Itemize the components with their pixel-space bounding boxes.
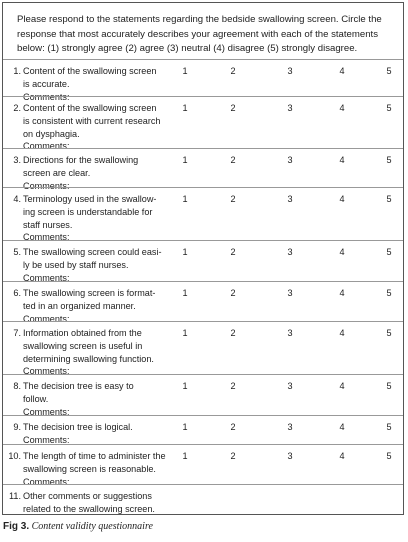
scale-option-2[interactable]: 2 [230, 103, 236, 113]
figure-title: Content validity questionnaire [31, 521, 153, 532]
scale-option-3[interactable]: 3 [287, 451, 293, 461]
scale-option-3[interactable]: 3 [287, 328, 293, 338]
scale-option-4[interactable]: 4 [339, 155, 345, 165]
scale-option-4[interactable]: 4 [339, 381, 345, 391]
scale-option-2[interactable]: 2 [230, 288, 236, 298]
questionnaire-frame [2, 2, 404, 515]
scale-option-1[interactable]: 1 [182, 288, 188, 298]
scale-option-5[interactable]: 5 [386, 328, 392, 338]
question-number: 2. [13, 103, 21, 113]
question-text: The swallowing screen is format- ted in an organized manner. Comments: [23, 288, 156, 324]
scale-option-4[interactable]: 4 [339, 194, 345, 204]
question-item-2 [3, 96, 403, 152]
scale-option-4[interactable]: 4 [339, 103, 345, 113]
question-text: Content of the swallowing screen is consistent with current research on dysphagia. Comments: [23, 103, 161, 152]
question-text: The decision tree is logical. Comments: [23, 422, 133, 445]
scale-option-5[interactable]: 5 [386, 451, 392, 461]
scale-option-3[interactable]: 3 [287, 422, 293, 432]
scale-option-4[interactable]: 4 [339, 328, 345, 338]
scale-option-5[interactable]: 5 [386, 66, 392, 76]
scale-option-2[interactable]: 2 [230, 381, 236, 391]
question-item-4 [3, 187, 403, 242]
question-number: 3. [13, 155, 21, 165]
question-text: Directions for the swallowing screen are clear. Comments: [23, 155, 139, 191]
scale-option-3[interactable]: 3 [287, 66, 293, 76]
question-item-9 [3, 415, 403, 445]
question-text: Other comments or suggestions related to the swallowing screen. [23, 491, 155, 514]
scale-option-1[interactable]: 1 [182, 155, 188, 165]
scale-option-2[interactable]: 2 [230, 328, 236, 338]
question-number: 7. [13, 328, 21, 338]
scale-option-5[interactable]: 5 [386, 381, 392, 391]
question-number: 10. [8, 451, 21, 461]
question-text: Terminology used in the swallow- ing screen is understandable for staff nurses. Comments: [23, 194, 157, 243]
scale-option-4[interactable]: 4 [339, 451, 345, 461]
scale-option-4[interactable]: 4 [339, 66, 345, 76]
question-item-6 [3, 281, 403, 324]
scale-option-5[interactable]: 5 [386, 103, 392, 113]
instructions-text: Please respond to the statements regarding the bedside swallowing screen. Circle the response that most accurately describes your agreement with each of the statements below: (1) strongly agree (2) agree (3) neutral (4) disagree (5) strongly disagree. [17, 14, 382, 55]
scale-option-3[interactable]: 3 [287, 288, 293, 298]
scale-option-4[interactable]: 4 [339, 247, 345, 257]
question-item-1 [3, 59, 403, 102]
scale-option-1[interactable]: 1 [182, 381, 188, 391]
scale-option-1[interactable]: 1 [182, 66, 188, 76]
scale-option-3[interactable]: 3 [287, 247, 293, 257]
scale-option-2[interactable]: 2 [230, 194, 236, 204]
question-item-3 [3, 148, 403, 191]
scale-option-4[interactable]: 4 [339, 422, 345, 432]
scale-option-1[interactable]: 1 [182, 451, 188, 461]
question-number: 11. [9, 491, 21, 501]
question-item-5 [3, 240, 403, 283]
question-item-8 [3, 374, 403, 417]
scale-option-2[interactable]: 2 [230, 155, 236, 165]
scale-option-1[interactable]: 1 [182, 247, 188, 257]
question-item-7 [3, 321, 403, 375]
question-number: 4. [13, 194, 21, 204]
scale-option-4[interactable]: 4 [339, 288, 345, 298]
scale-option-3[interactable]: 3 [287, 103, 293, 113]
scale-option-1[interactable]: 1 [182, 194, 188, 204]
question-item-10 [3, 444, 403, 487]
scale-option-5[interactable]: 5 [386, 422, 392, 432]
scale-option-2[interactable]: 2 [230, 451, 236, 461]
scale-option-3[interactable]: 3 [287, 155, 293, 165]
question-number: 8. [13, 381, 21, 391]
scale-option-1[interactable]: 1 [182, 422, 188, 432]
scale-option-5[interactable]: 5 [386, 247, 392, 257]
question-text: The decision tree is easy to follow. Comments: [23, 381, 134, 417]
figure-caption [3, 521, 153, 532]
scale-option-2[interactable]: 2 [230, 422, 236, 432]
question-number: 9. [13, 422, 21, 432]
question-number: 6. [13, 288, 21, 298]
question-number: 5. [13, 247, 21, 257]
scale-option-3[interactable]: 3 [287, 194, 293, 204]
scale-option-5[interactable]: 5 [386, 155, 392, 165]
scale-option-2[interactable]: 2 [230, 66, 236, 76]
scale-option-1[interactable]: 1 [182, 328, 188, 338]
figure-label: Fig 3. [3, 521, 30, 532]
question-text: The length of time to administer the swallowing screen is reasonable. Comments: [23, 451, 166, 487]
question-text: Information obtained from the swallowing screen is useful in determining swallowing function. Comments: [23, 328, 154, 377]
question-text: Content of the swallowing screen is accurate. Comments: [23, 66, 157, 102]
scale-option-1[interactable]: 1 [182, 103, 188, 113]
scale-option-5[interactable]: 5 [386, 194, 392, 204]
scale-option-2[interactable]: 2 [230, 247, 236, 257]
scale-option-3[interactable]: 3 [287, 381, 293, 391]
question-number: 1. [13, 66, 21, 76]
question-text: The swallowing screen could easi- ly be used by staff nurses. Comments: [23, 247, 162, 283]
scale-option-5[interactable]: 5 [386, 288, 392, 298]
question-item-11 [3, 484, 403, 515]
